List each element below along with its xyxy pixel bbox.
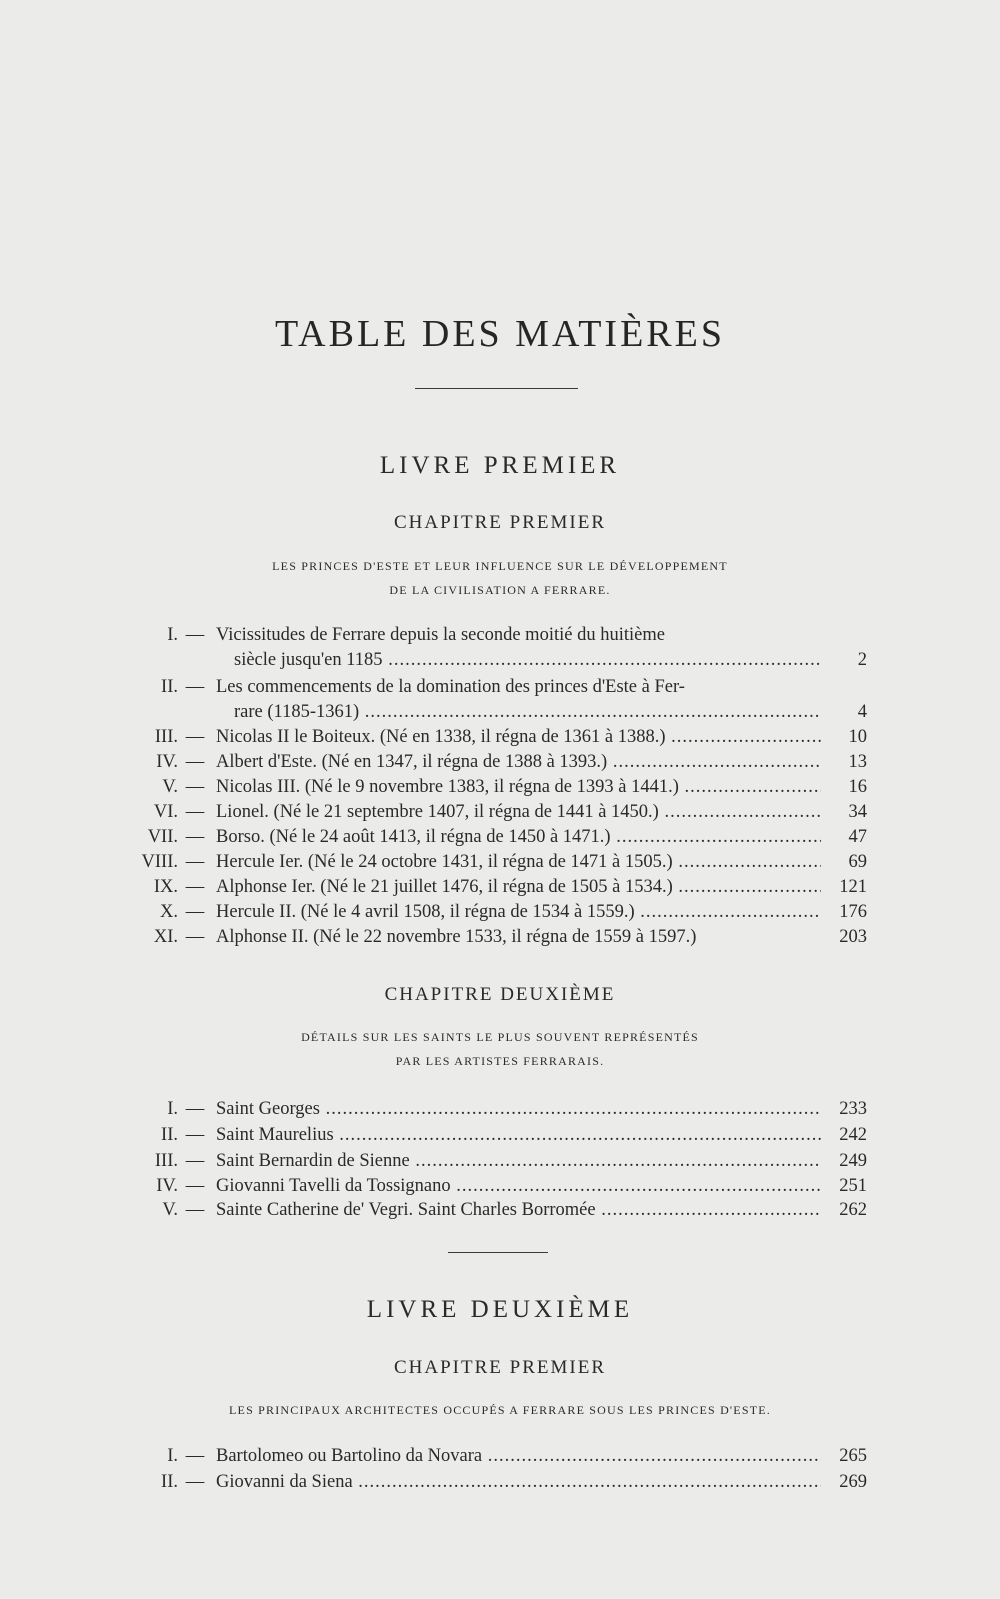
chapitre-description-line1: LES PRINCIPAUX ARCHITECTES OCCUPÉS A FERRARE SOUS LES PRINCES D'ESTE.	[229, 1403, 771, 1417]
entry-dash: —	[185, 1446, 205, 1466]
entry-page: 251	[839, 1176, 867, 1196]
entry-title: Nicolas II le Boiteux. (Né en 1338, il régna de 1361 à 1388.) .....	[216, 725, 821, 749]
entry-page: 249	[839, 1151, 867, 1171]
toc-entry	[130, 1470, 875, 1494]
entry-title: Sainte Catherine de' Vegri. Saint Charles Borromée .....	[216, 1198, 821, 1222]
entry-dash: —	[185, 727, 205, 747]
toc-entry	[130, 1198, 875, 1222]
entry-page: 242	[839, 1125, 867, 1145]
entry-dash: —	[185, 625, 205, 645]
chapitre-description-line2: PAR LES ARTISTES FERRARAIS.	[395, 1054, 605, 1068]
entry-number: IV.	[156, 1176, 178, 1196]
toc-entry-continuation	[130, 700, 875, 724]
toc-entry	[130, 1174, 875, 1198]
entry-dash: —	[185, 877, 205, 897]
entry-number: I.	[167, 1446, 178, 1466]
toc-entry	[130, 1444, 875, 1468]
toc-entry	[130, 775, 875, 799]
entry-number: XI.	[153, 927, 178, 947]
livre-premier-heading: LIVRE PREMIER	[379, 452, 621, 479]
entry-number: V.	[162, 777, 178, 797]
section-rule	[448, 1252, 548, 1253]
entry-number: II.	[161, 1472, 178, 1492]
entry-title: Alphonse Ier. (Né le 21 juillet 1476, il régna de 1505 à 1534.) .....	[216, 875, 821, 899]
entry-number: I.	[167, 1099, 178, 1119]
entry-page: 176	[839, 902, 867, 922]
toc-entry	[130, 925, 875, 949]
entry-page: 265	[839, 1446, 867, 1466]
toc-entry	[130, 1097, 875, 1121]
entry-number: III.	[154, 727, 178, 747]
entry-page: 13	[848, 752, 867, 772]
entry-number: V.	[162, 1200, 178, 1220]
entry-number: VIII.	[141, 852, 178, 872]
entry-number: II.	[161, 677, 178, 697]
entry-title: Giovanni da Siena .....	[216, 1470, 821, 1494]
entry-page: 10	[848, 727, 867, 747]
entry-dash: —	[185, 1125, 205, 1145]
entry-title: Nicolas III. (Né le 9 novembre 1383, il régna de 1393 à 1441.) .....	[216, 775, 821, 799]
entry-title: Bartolomeo ou Bartolino da Novara .....	[216, 1444, 821, 1468]
entry-number: IX.	[153, 877, 178, 897]
entry-number: IV.	[156, 752, 178, 772]
chapitre-premier-heading: CHAPITRE PREMIER	[394, 1357, 606, 1378]
entry-dash: —	[185, 752, 205, 772]
chapitre-deuxieme-heading: CHAPITRE DEUXIÈME	[384, 984, 616, 1005]
entry-dash: —	[185, 777, 205, 797]
entry-number: VI.	[153, 802, 178, 822]
toc-entry	[130, 1149, 875, 1173]
entry-page: 262	[839, 1200, 867, 1220]
toc-entry	[130, 850, 875, 874]
entry-dash: —	[185, 827, 205, 847]
entry-title: Saint Bernardin de Sienne .....	[216, 1149, 821, 1173]
toc-entry	[130, 750, 875, 774]
entry-title: Saint Georges .....	[216, 1097, 821, 1121]
toc-entry	[130, 875, 875, 899]
entry-dash: —	[185, 1200, 205, 1220]
toc-entry	[130, 800, 875, 824]
entry-title: Hercule II. (Né le 4 avril 1508, il régna de 1534 à 1559.) .....	[216, 900, 821, 924]
entry-dash: —	[185, 902, 205, 922]
entry-dash: —	[185, 927, 205, 947]
toc-entry	[130, 725, 875, 749]
entry-page: 4	[857, 702, 867, 722]
entry-page: 34	[848, 802, 867, 822]
entry-dash: —	[185, 1472, 205, 1492]
entry-dash: —	[185, 1176, 205, 1196]
chapitre-description-line2: DE LA CIVILISATION A FERRARE.	[389, 583, 611, 597]
entry-title: Vicissitudes de Ferrare depuis la seconde moitié du huitième	[216, 625, 665, 645]
chapitre-description-line1: LES PRINCES D'ESTE ET LEUR INFLUENCE SUR LE DÉVELOPPEMENT	[272, 559, 728, 573]
page-title: TABLE DES MATIÈRES	[275, 313, 725, 355]
entry-page: 47	[848, 827, 867, 847]
entry-dash: —	[185, 1151, 205, 1171]
entry-title: Albert d'Este. (Né en 1347, il régna de 1388 à 1393.) .....	[216, 750, 821, 774]
entry-number: II.	[161, 1125, 178, 1145]
toc-entry	[130, 825, 875, 849]
entry-page: 269	[839, 1472, 867, 1492]
toc-entry	[130, 900, 875, 924]
title-rule	[415, 388, 578, 389]
toc-entry	[130, 623, 875, 647]
entry-title: Giovanni Tavelli da Tossignano .....	[216, 1174, 821, 1198]
entry-title: Lionel. (Né le 21 septembre 1407, il régna de 1441 à 1450.) .....	[216, 800, 821, 824]
entry-title: Hercule Ier. (Né le 24 octobre 1431, il régna de 1471 à 1505.) .....	[216, 850, 821, 874]
entry-title: Saint Maurelius .....	[216, 1123, 821, 1147]
entry-page: 203	[839, 927, 867, 947]
chapitre-description-line1: DÉTAILS SUR LES SAINTS LE PLUS SOUVENT REPRÉSENTÉS	[301, 1030, 699, 1044]
entry-number: VII.	[147, 827, 178, 847]
entry-number: I.	[167, 625, 178, 645]
chapitre-premier-heading: CHAPITRE PREMIER	[394, 512, 606, 533]
entry-page: 2	[857, 650, 867, 670]
toc-entry	[130, 675, 875, 699]
entry-dash: —	[185, 802, 205, 822]
entry-dash: —	[185, 677, 205, 697]
entry-page: 233	[839, 1099, 867, 1119]
entry-dash: —	[185, 852, 205, 872]
entry-title: Borso. (Né le 24 août 1413, il régna de 1450 à 1471.) .....	[216, 825, 821, 849]
toc-entry	[130, 1123, 875, 1147]
entry-title: Les commencements de la domination des princes d'Este à Fer-	[216, 677, 685, 697]
entry-page: 69	[848, 852, 867, 872]
entry-number: III.	[154, 1151, 178, 1171]
entry-page: 121	[839, 877, 867, 897]
entry-number: X.	[160, 902, 178, 922]
entry-page: 16	[848, 777, 867, 797]
entry-title: Alphonse II. (Né le 22 novembre 1533, il régna de 1559 à 1597.)	[216, 927, 697, 947]
entry-dash: —	[185, 1099, 205, 1119]
toc-entry-continuation	[130, 648, 875, 672]
entry-title-continuation: rare (1185-1361) .....	[234, 700, 821, 724]
entry-title-continuation: siècle jusqu'en 1185 .....	[234, 648, 821, 672]
livre-deuxieme-heading: LIVRE DEUXIÈME	[366, 1296, 634, 1323]
